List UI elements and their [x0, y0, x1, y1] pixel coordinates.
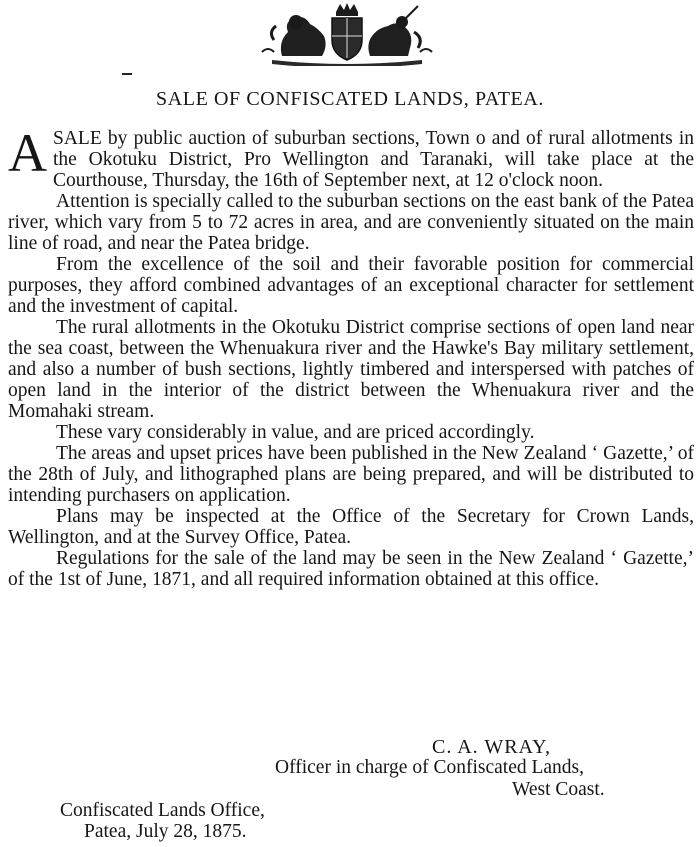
signatory-name: C. A. WRAY,: [432, 736, 552, 758]
notice-body: [8, 123, 694, 590]
signatory-title: Officer in charge of Confiscated Lands,: [275, 757, 585, 778]
place-date: Patea, July 28, 1875.: [84, 821, 247, 842]
paragraph-5: These vary considerably in value, and are priced accordingly.: [56, 422, 535, 443]
paragraph-4: The rural allotments in the Okotuku District comprise sections of open land near the sea coast, between the Whenuakura river and the Hawke's Bay military settlement, and also a number of bush sections, lightly timbered and interspersed with patches of open land in the interior of the district between the Whenuakura river and the Momahaki stream.: [8, 317, 694, 422]
paragraph-7: Plans may be inspected at the Office of the Secretary for Crown Lands, Wellington, and at the Survey Office, Patea.: [8, 506, 694, 548]
paragraph-2: Attention is specially called to the suburban sections on the east bank of the Patea river, which vary from 5 to 72 acres in area, and are conveniently situated on the main line of road, and near the Patea bridge.: [8, 191, 694, 254]
paragraph-8: Regulations for the sale of the land may be seen in the New Zealand ‘ Gazette,’ of the 1st of June, 1871, and all required information obtained at this office.: [8, 548, 694, 590]
paragraph-1-text: SALE by public auction of suburban sections, Town o and of rural allotments in the Okotuku District, Pro Wellington and Taranaki, will take place at the Courthouse, Thursday, the 16th of September next, at 12 o'clock noon.: [53, 128, 694, 191]
paragraph-1: [8, 123, 694, 191]
short-rule: [122, 73, 132, 75]
notice-title: SALE OF CONFISCATED LANDS, PATEA.: [155, 88, 544, 110]
signatory-region: West Coast.: [512, 779, 605, 800]
coat-of-arms-icon: [258, 2, 436, 66]
paragraph-3: From the excellence of the soil and their favorable position for commercial purposes, they afford combined advantages of an exceptional character for settlement and the investment of capital.: [8, 254, 694, 317]
dropcap: A: [8, 123, 47, 183]
office-name: Confiscated Lands Office,: [60, 800, 265, 821]
paragraph-6: The areas and upset prices have been published in the New Zealand ‘ Gazette,’ of the 28th of July, and lithographed plans are being prepared, and will be distributed to intending purchasers on application.: [8, 443, 694, 506]
